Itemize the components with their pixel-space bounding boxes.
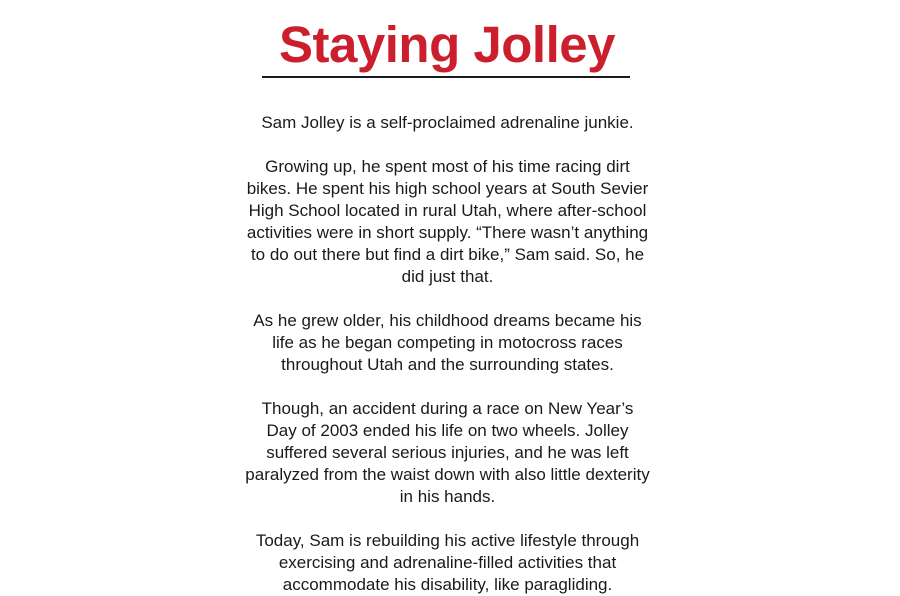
paragraph-motocross: As he grew older, his childhood dreams became his life as he began competing in motocross races throughout Utah and the surrounding states. <box>253 311 642 374</box>
article-body <box>245 112 650 596</box>
paragraph-today: Today, Sam is rebuilding his active lifestyle through exercising and adrenaline-filled activities that accommodate his disability, like paragliding. <box>255 531 640 594</box>
title-block <box>262 14 632 76</box>
article-title: Staying Jolley <box>279 16 615 73</box>
paragraph-intro: Sam Jolley is a self-proclaimed adrenaline junkie. <box>261 113 634 132</box>
title-underline <box>262 76 630 78</box>
paragraph-growing-up: Growing up, he spent most of his time racing dirt bikes. He spent his high school years at South Sevier High School located in rural Utah, where after-school activities were in short supply. “There wasn’t anything to do out there but find a dirt bike,” Sam said. So, he did just that. <box>246 157 649 286</box>
paragraph-accident: Though, an accident during a race on New Year’s Day of 2003 ended his life on two wheels. Jolley suffered several serious injuries, and he was left paralyzed from the waist down with also little dexterity in his hands. <box>245 399 650 506</box>
